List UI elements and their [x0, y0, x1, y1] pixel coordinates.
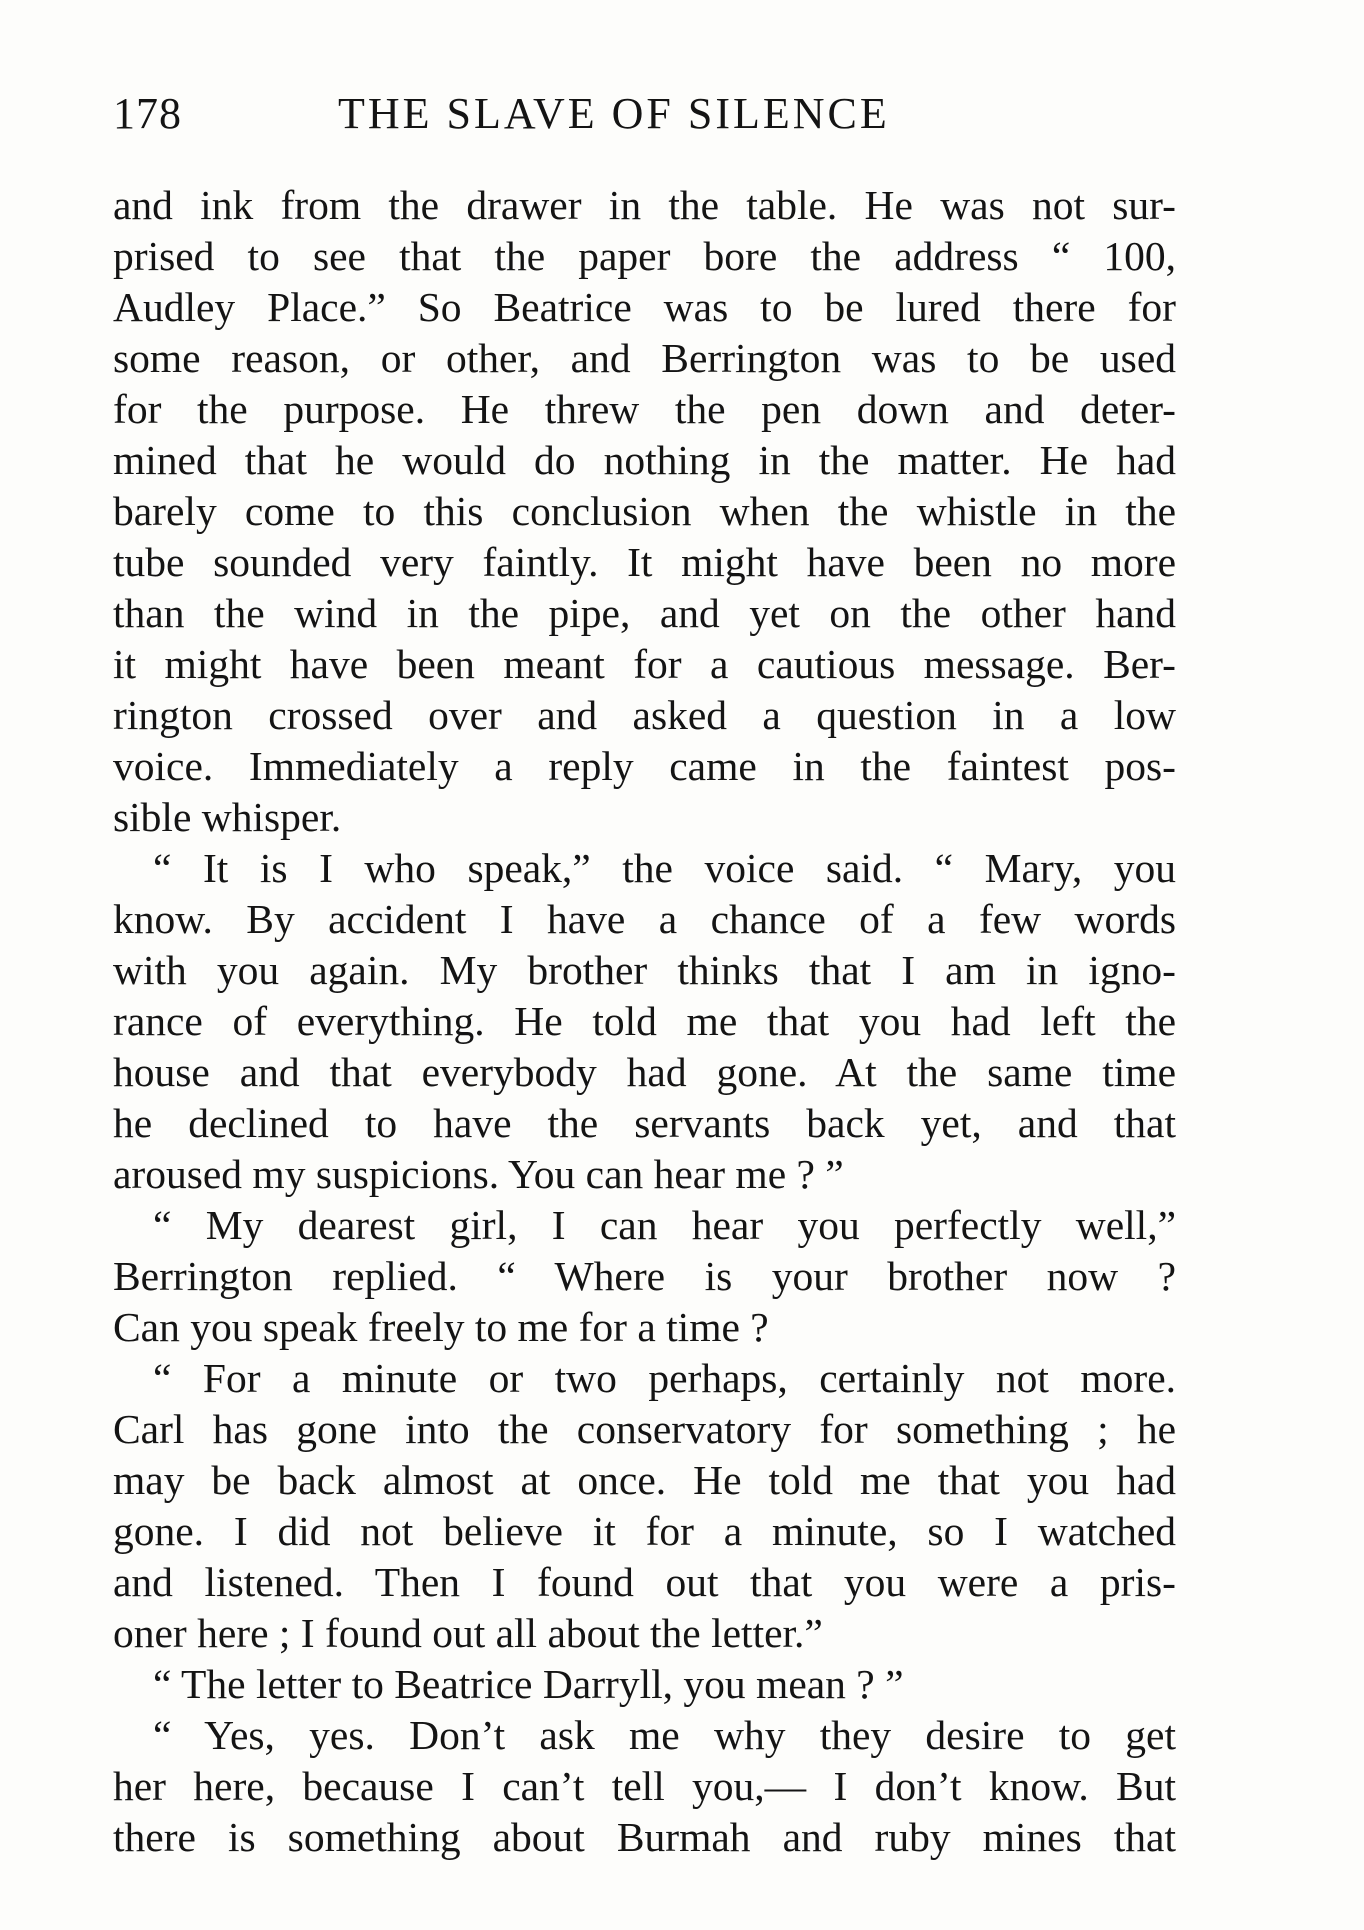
- text-line: “ Yes, yes. Don’t ask me why they desire to get: [153, 1712, 1176, 1758]
- text-line: prised to see that the paper bore the address “ 100,: [113, 233, 1176, 279]
- text-line: tube sounded very faintly. It might have been no more: [113, 539, 1176, 585]
- text-line: “ The letter to Beatrice Darryll, you mean ? ”: [153, 1661, 904, 1707]
- text-line: and listened. Then I found out that you were a pris-: [113, 1559, 1176, 1605]
- text-line: voice. Immediately a reply came in the faintest pos-: [113, 743, 1176, 789]
- text-line: “ It is I who speak,” the voice said. “ Mary, you: [153, 845, 1176, 891]
- text-line: sible whisper.: [113, 794, 342, 840]
- text-line: gone. I did not believe it for a minute, so I watched: [113, 1508, 1176, 1554]
- text-line: mined that he would do nothing in the matter. He had: [113, 437, 1176, 483]
- text-line: Can you speak freely to me for a time ?: [113, 1304, 769, 1350]
- text-line: he declined to have the servants back yet, and that: [113, 1100, 1176, 1146]
- text-line: house and that everybody had gone. At the same time: [113, 1049, 1176, 1095]
- body-text: [113, 180, 1176, 1863]
- text-line: than the wind in the pipe, and yet on the other hand: [113, 590, 1176, 636]
- text-line: and ink from the drawer in the table. He was not sur-: [113, 182, 1176, 228]
- text-line: “ My dearest girl, I can hear you perfectly well,”: [153, 1202, 1176, 1248]
- text-line: know. By accident I have a chance of a few words: [113, 896, 1176, 942]
- text-line: Berrington replied. “ Where is your brother now ?: [113, 1253, 1176, 1299]
- text-line: aroused my suspicions. You can hear me ? ”: [113, 1151, 844, 1197]
- text-line: there is something about Burmah and ruby mines that: [113, 1814, 1176, 1860]
- page-number: 178: [113, 89, 182, 138]
- text-line: Audley Place.” So Beatrice was to be lured there for: [113, 284, 1176, 330]
- page-header: [113, 88, 1173, 140]
- text-line: it might have been meant for a cautious message. Ber-: [113, 641, 1176, 687]
- text-line: rington crossed over and asked a question in a low: [113, 692, 1176, 738]
- text-line: Carl has gone into the conservatory for something ; he: [113, 1406, 1176, 1452]
- running-title: THE SLAVE OF SILENCE: [338, 89, 890, 138]
- text-line: rance of everything. He told me that you had left the: [113, 998, 1176, 1044]
- text-line: some reason, or other, and Berrington was to be used: [113, 335, 1176, 381]
- text-line: her here, because I can’t tell you,— I don’t know. But: [113, 1763, 1176, 1809]
- text-line: may be back almost at once. He told me that you had: [113, 1457, 1176, 1503]
- text-line: for the purpose. He threw the pen down and deter-: [113, 386, 1176, 432]
- text-line: “ For a minute or two perhaps, certainly not more.: [153, 1355, 1176, 1401]
- text-line: barely come to this conclusion when the whistle in the: [113, 488, 1176, 534]
- text-line: with you again. My brother thinks that I am in igno-: [113, 947, 1176, 993]
- text-line: oner here ; I found out all about the letter.”: [113, 1610, 823, 1656]
